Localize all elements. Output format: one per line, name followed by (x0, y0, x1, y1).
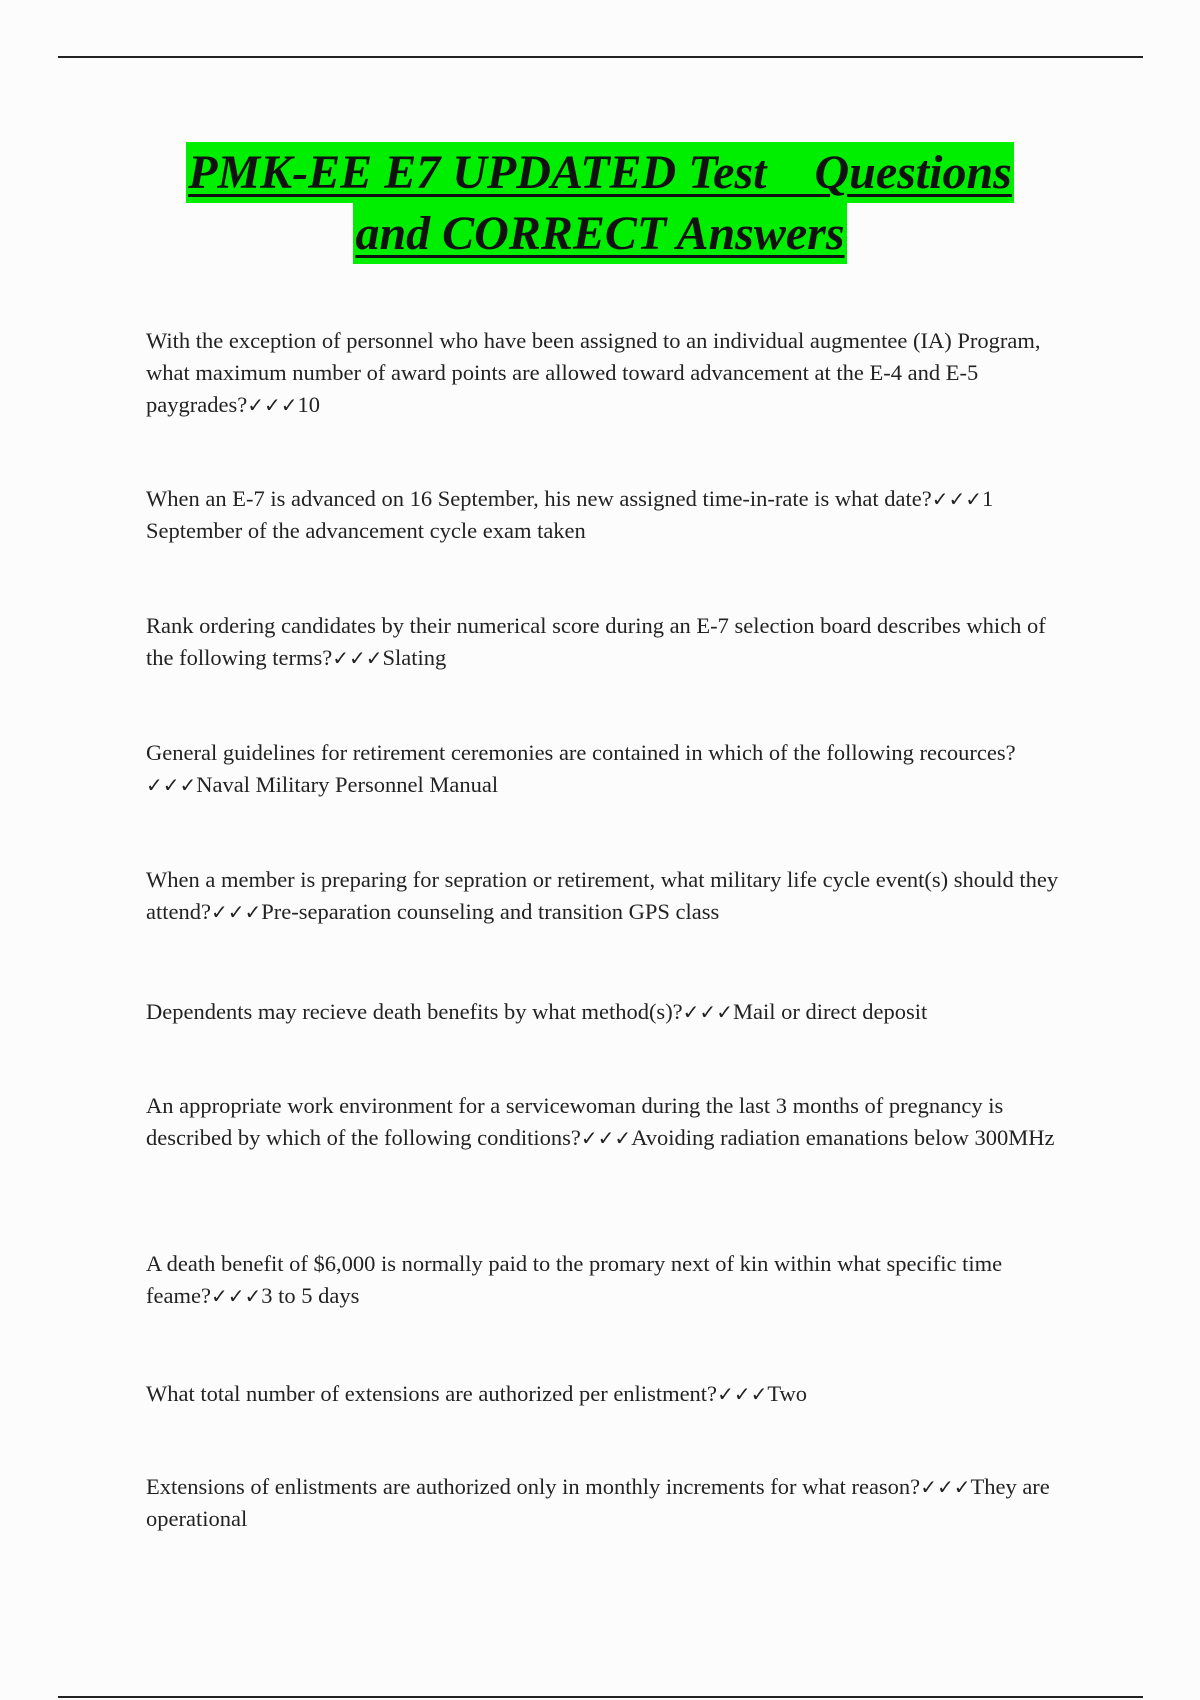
qa-item (146, 610, 1066, 674)
qa-item (146, 737, 1066, 801)
answer-text: 10 (297, 392, 320, 417)
qa-item (146, 1471, 1066, 1535)
qa-item (146, 483, 1066, 547)
check-marks-icon: ✓✓✓ (210, 900, 262, 924)
answer-text: 1 September of the advancement cycle exam taken (146, 486, 994, 543)
title-line-2: and CORRECT Answers (353, 203, 846, 264)
answer-text: 3 to 5 days (261, 1283, 360, 1308)
question-text: With the exception of personnel who have been assigned to an individual augmentee (IA) Program, what maximum number of award points are allowed toward advancement at the E-4 and E-5 paygrades? (146, 328, 1041, 417)
check-marks-icon: ✓✓✓ (682, 1000, 733, 1024)
answer-text: Avoiding radiation emanations below 300MHz (631, 1125, 1055, 1150)
answer-text: Two (767, 1381, 808, 1406)
answer-text: They are operational (146, 1474, 1050, 1531)
question-text: When an E-7 is advanced on 16 September, his new assigned time-in-rate is what date? (146, 486, 932, 511)
check-marks-icon: ✓✓✓ (931, 487, 983, 511)
qa-item (146, 325, 1066, 421)
question-text: A death benefit of $6,000 is normally paid to the promary next of kin within what specific time feame? (146, 1251, 1003, 1308)
qa-item (146, 864, 1066, 928)
question-text: An appropriate work environment for a servicewoman during the last 3 months of pregnancy is described by which of the following conditions? (146, 1093, 1004, 1150)
qa-item (146, 1378, 1066, 1410)
question-text: General guidelines for retirement ceremonies are contained in which of the following recources? (146, 740, 1016, 765)
answer-text: Slating (382, 645, 447, 670)
check-marks-icon: ✓✓✓ (332, 646, 383, 670)
check-marks-icon: ✓✓✓ (210, 1284, 262, 1308)
answer-text: Naval Military Personnel Manual (196, 772, 499, 797)
qa-item (146, 1248, 1066, 1312)
question-text: Extensions of enlistments are authorized only in monthly increments for what reason? (146, 1474, 921, 1499)
check-marks-icon: ✓✓✓ (146, 773, 197, 797)
answer-text: Pre-separation counseling and transition GPS class (261, 899, 720, 924)
document-title (0, 142, 1200, 264)
top-divider (58, 56, 1143, 58)
question-text: Rank ordering candidates by their numerical score during an E-7 selection board describes which of the following terms? (146, 613, 1046, 670)
question-text: Dependents may recieve death benefits by what method(s)? (146, 999, 683, 1024)
answer-text: Mail or direct deposit (732, 999, 928, 1024)
bottom-divider (58, 1696, 1143, 1698)
title-line-1: PMK-EE E7 UPDATED Test Questions (186, 142, 1014, 203)
question-text: When a member is preparing for sepration or retirement, what military life cycle event(s) should they attend? (146, 867, 1059, 924)
check-marks-icon: ✓✓✓ (580, 1126, 632, 1150)
qa-item (146, 1090, 1066, 1154)
qa-item (146, 996, 1066, 1028)
check-marks-icon: ✓✓✓ (247, 393, 298, 417)
question-text: What total number of extensions are authorized per enlistment? (146, 1381, 718, 1406)
check-marks-icon: ✓✓✓ (920, 1475, 971, 1499)
check-marks-icon: ✓✓✓ (717, 1382, 768, 1406)
